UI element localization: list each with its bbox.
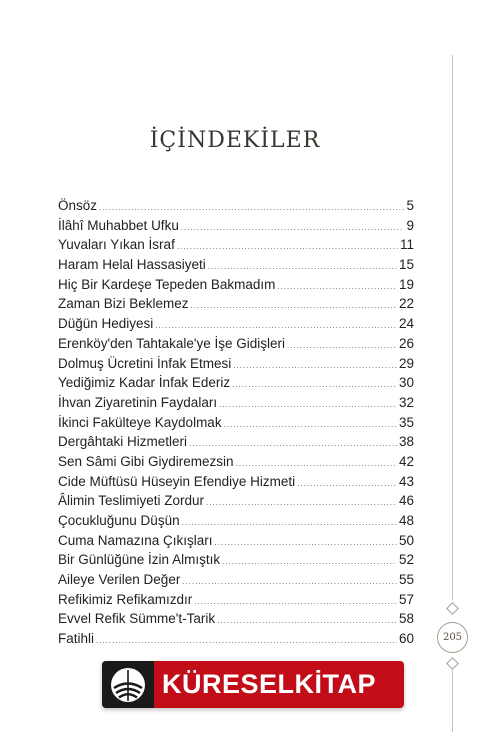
toc-entry-page: 48 — [398, 513, 414, 528]
dot-leader — [96, 636, 397, 645]
dot-leader — [182, 518, 397, 527]
toc-entry-title: Dergâhtaki Hizmetleri — [58, 434, 188, 450]
toc-entry-page: 30 — [398, 375, 414, 391]
dot-leader — [189, 439, 397, 448]
dot-leader — [194, 597, 397, 606]
toc-entry — [58, 257, 414, 277]
toc-entry — [58, 375, 414, 395]
toc-entry-title: Aileye Verilen Değer — [58, 572, 181, 588]
toc-entry — [58, 434, 414, 454]
toc-entry-title: Düğün Hediyesi — [58, 316, 154, 332]
toc-entry-page: 22 — [398, 296, 414, 312]
toc-entry-title: İhvan Ziyaretinin Faydaları — [58, 394, 218, 410]
toc-entry-page: 11 — [399, 237, 414, 253]
dot-leader — [99, 203, 404, 212]
dot-leader — [297, 479, 397, 488]
toc-entry-page: 57 — [398, 591, 414, 607]
toc-entry — [58, 218, 414, 238]
toc-entry-title: Dolmuş Ücretini İnfak Etmesi — [58, 355, 232, 371]
toc-entry — [58, 474, 414, 494]
dot-leader — [217, 616, 397, 625]
toc-entry-title: Çocukluğunu Düşün — [58, 513, 180, 528]
publisher-name: KÜRESELKİTAP — [162, 669, 377, 699]
table-of-contents — [58, 198, 414, 651]
toc-entry — [58, 454, 414, 474]
toc-entry — [58, 415, 414, 435]
dot-leader — [181, 223, 405, 232]
toc-entry-title: İkinci Fakülteye Kaydolmak — [58, 414, 222, 430]
toc-entry-title: Refikimiz Refikamızdır — [58, 591, 193, 607]
toc-entry-title: Yuvaları Yıkan İsraf — [58, 237, 175, 253]
toc-entry-title: Erenköy'den Tahtakale'ye İşe Gidişleri — [58, 335, 286, 351]
dot-leader — [224, 420, 397, 429]
toc-entry-title: Bir Günlüğüne İzin Almıştık — [58, 552, 221, 568]
globe-book-icon — [102, 661, 154, 708]
dot-leader — [233, 361, 397, 370]
toc-entry-page: 58 — [398, 611, 414, 627]
toc-entry — [58, 513, 414, 533]
dot-leader — [177, 242, 398, 251]
toc-entry-title: Yediğimiz Kadar İnfak Ederiz — [58, 375, 231, 391]
toc-entry-page: 35 — [398, 414, 414, 430]
toc-entry-title: Önsöz — [58, 198, 98, 213]
toc-entry — [58, 237, 414, 257]
toc-entry-page: 19 — [398, 276, 414, 292]
toc-entry-title: Sen Sâmi Gibi Giydiremezsin — [58, 453, 234, 469]
toc-entry — [58, 198, 414, 218]
page-title: İÇİNDEKİLER — [149, 128, 321, 153]
toc-entry-title: Cide Müftüsü Hüseyin Efendiye Hizmeti — [58, 473, 296, 489]
dot-leader — [155, 321, 397, 330]
toc-entry-title: Cuma Namazına Çıkışları — [58, 532, 213, 548]
toc-entry-page: 46 — [398, 493, 414, 509]
toc-entry-page: 60 — [398, 631, 414, 647]
toc-entry — [58, 493, 414, 513]
dot-leader — [277, 282, 397, 291]
toc-entry-page: 29 — [398, 355, 414, 371]
toc-entry — [58, 296, 414, 316]
dot-leader — [236, 459, 397, 468]
toc-entry-page: 26 — [398, 335, 414, 351]
dot-leader — [208, 262, 397, 271]
toc-entry — [58, 277, 414, 297]
dot-leader — [215, 538, 397, 547]
toc-entry — [58, 592, 414, 612]
toc-entry — [58, 533, 414, 553]
toc-entry-page: 38 — [398, 434, 414, 450]
toc-entry-page: 24 — [398, 316, 414, 332]
toc-entry-page: 32 — [398, 394, 414, 410]
dot-leader — [182, 577, 397, 586]
toc-entry — [58, 395, 414, 415]
toc-entry-title: Fatihli — [58, 631, 95, 647]
toc-entry-page: 55 — [398, 572, 414, 588]
toc-entry — [58, 316, 414, 336]
toc-entry-title: İlâhî Muhabbet Ufku — [58, 217, 179, 233]
dot-leader — [206, 498, 397, 507]
toc-entry-page: 50 — [398, 532, 414, 548]
dot-leader — [232, 380, 397, 389]
toc-entry — [58, 336, 414, 356]
toc-entry — [58, 552, 414, 572]
toc-entry-page: 42 — [398, 453, 414, 469]
margin-rule-bottom — [452, 668, 453, 732]
toc-entry — [58, 631, 414, 651]
toc-entry-page: 5 — [406, 198, 414, 213]
page-number: 205 — [437, 622, 468, 653]
toc-entry — [58, 572, 414, 592]
publisher-watermark — [102, 661, 404, 708]
dot-leader — [287, 341, 397, 350]
toc-entry-title: Haram Helal Hassasiyeti — [58, 257, 206, 273]
toc-entry — [58, 611, 414, 631]
toc-entry-title: Zaman Bizi Beklemez — [58, 296, 189, 312]
dot-leader — [191, 301, 397, 310]
toc-entry-page: 52 — [398, 552, 414, 568]
toc-entry-title: Âlimin Teslimiyeti Zordur — [58, 493, 205, 509]
margin-rule-top — [452, 55, 453, 600]
diamond-ornament-icon — [446, 602, 459, 615]
toc-entry-page: 9 — [406, 217, 414, 233]
toc-entry — [58, 356, 414, 376]
toc-entry-title: Evvel Refik Sümme't-Tarik — [58, 611, 216, 627]
dot-leader — [222, 557, 397, 566]
toc-entry-title: Hiç Bir Kardeşe Tepeden Bakmadım — [58, 276, 276, 292]
dot-leader — [219, 400, 397, 409]
toc-entry-page: 15 — [398, 257, 414, 273]
toc-entry-page: 43 — [398, 473, 414, 489]
